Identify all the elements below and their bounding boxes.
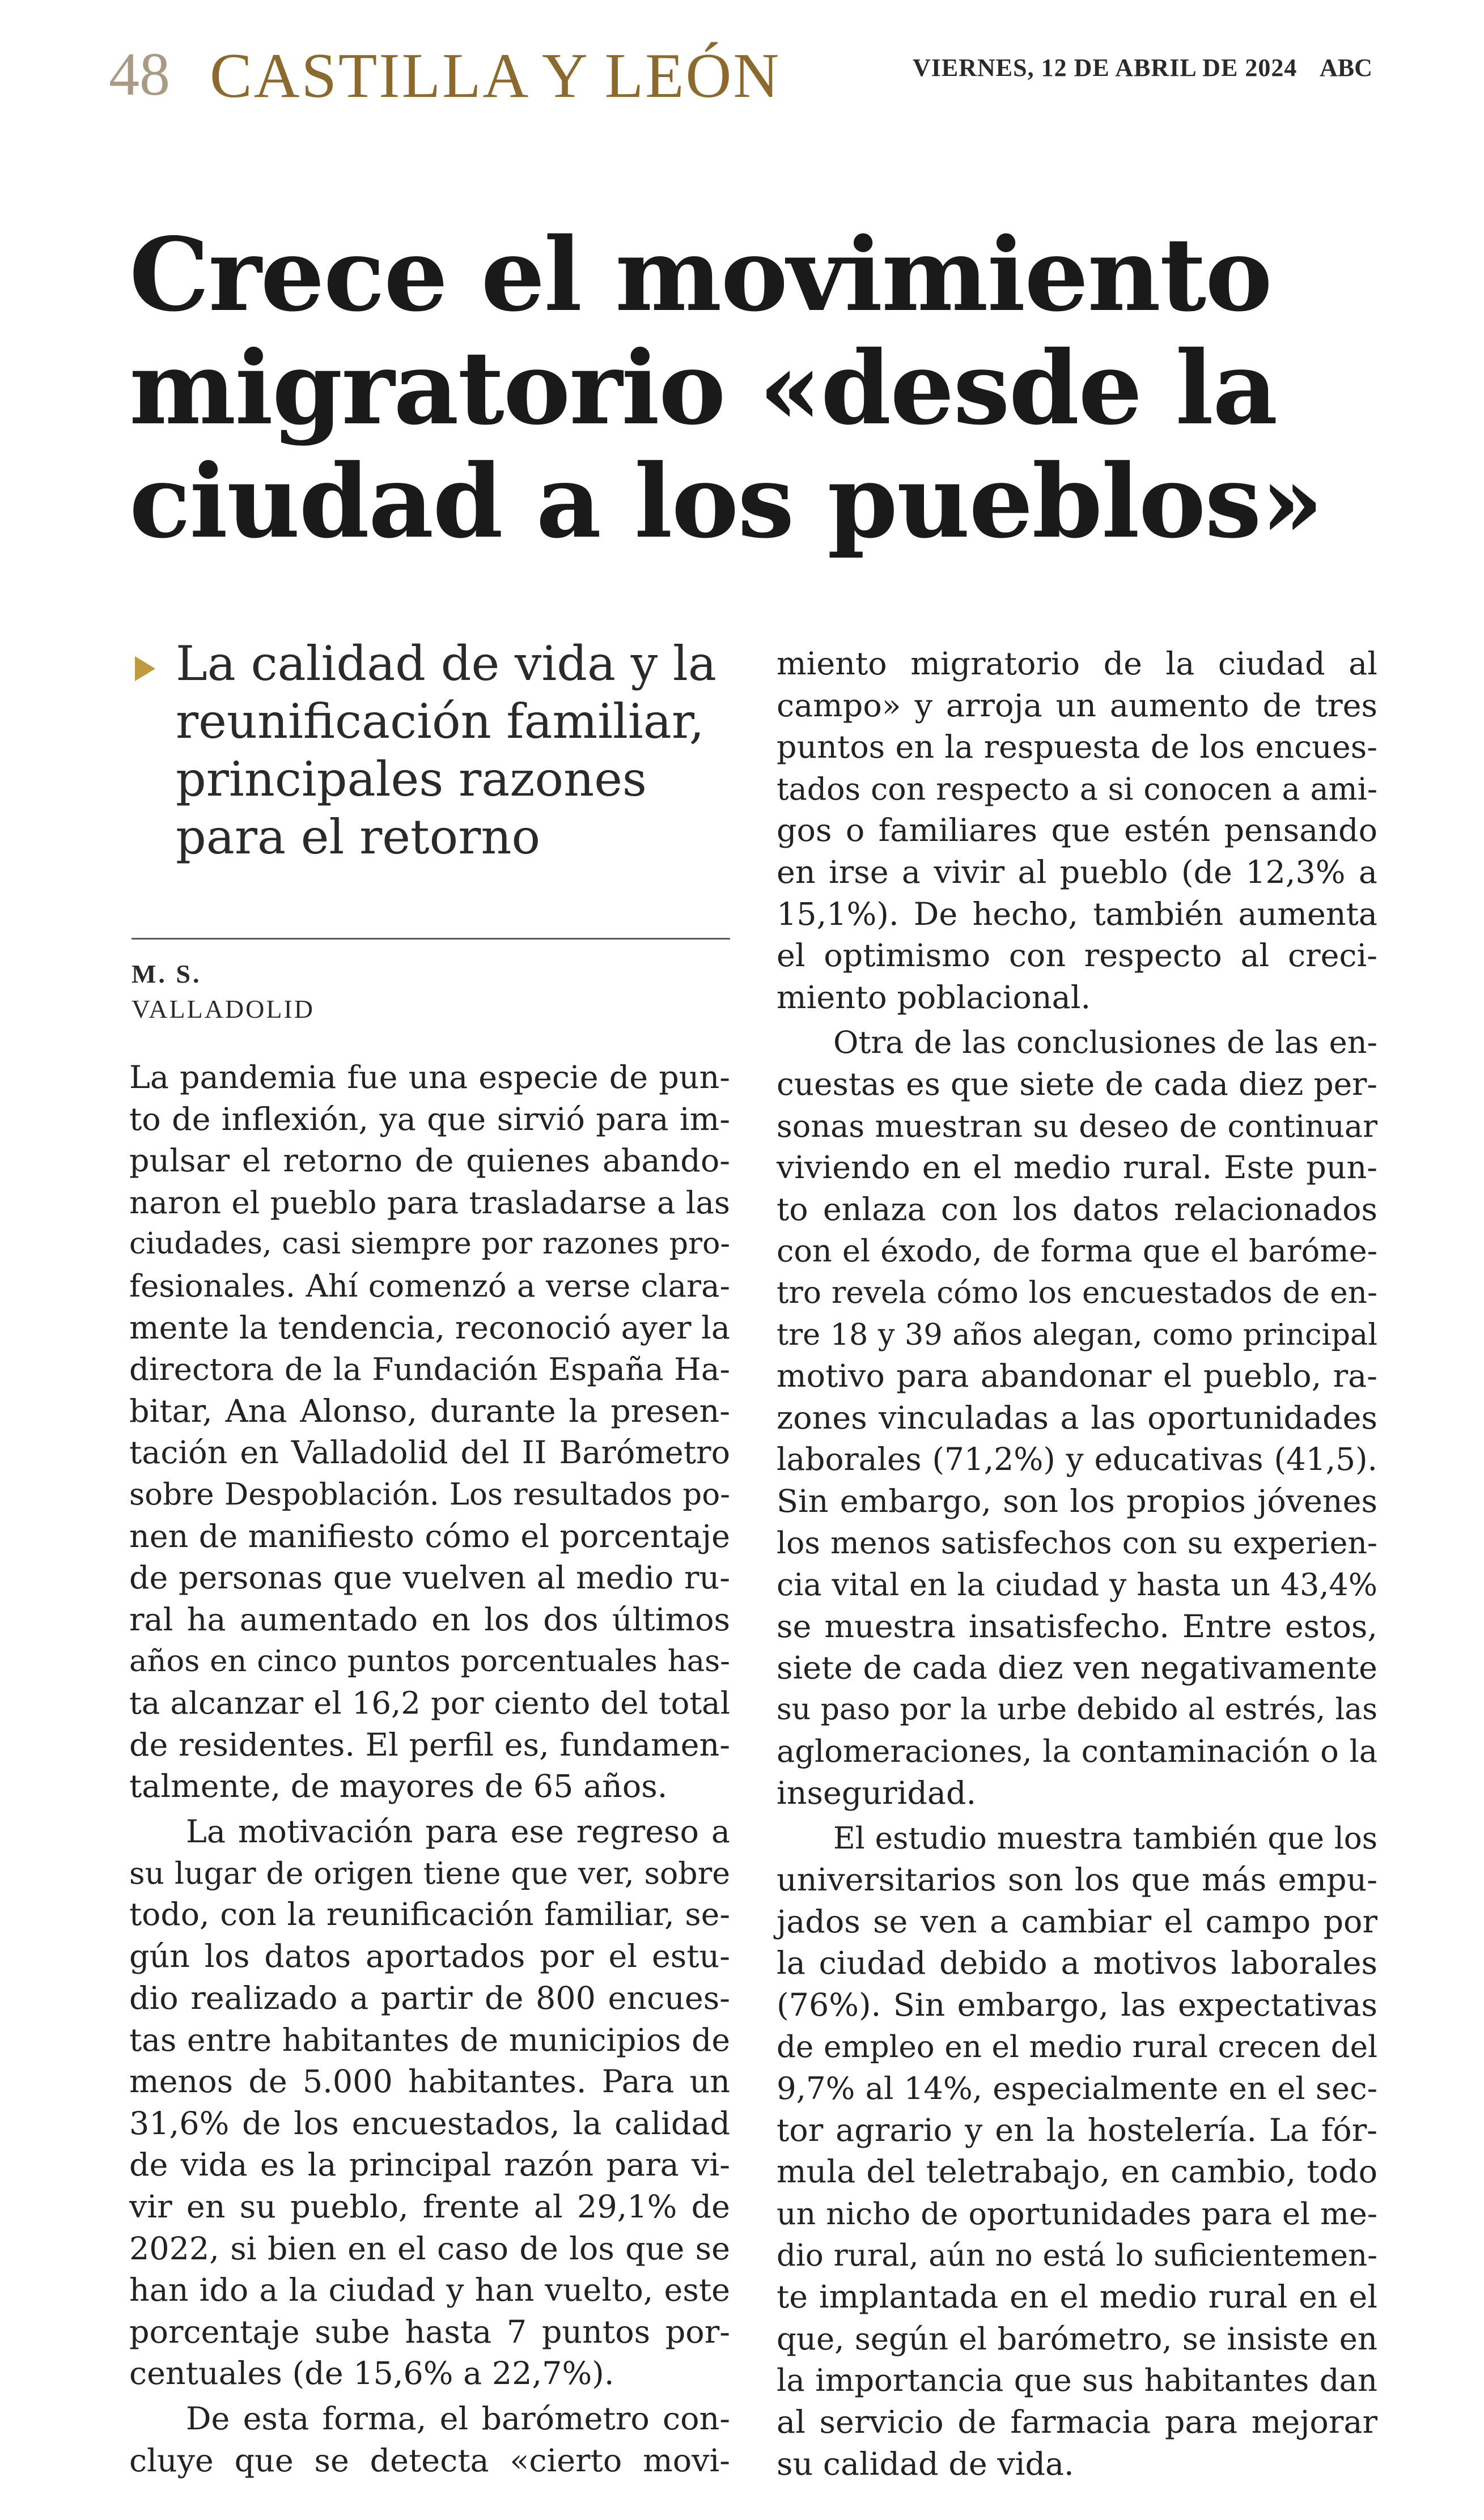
body-line: El estudio muestra también que los — [833, 1820, 1377, 1856]
body-line: de residentes. El perfil es, fundamen- — [129, 1726, 730, 1763]
body-line: han ido a la ciudad y han vuelto, este — [129, 2272, 730, 2309]
body-line: la importancia que sus habitantes dan — [777, 2362, 1377, 2399]
body-line: to enlaza con los datos relacionados — [777, 1191, 1377, 1228]
body-line: la ciudad debido a motivos laborales — [777, 1945, 1377, 1982]
body-line: motivo para abandonar el pueblo, ra- — [777, 1358, 1377, 1395]
body-line: dio realizado a partir de 800 encues- — [129, 1980, 730, 2017]
body-line: miento poblacional. — [777, 979, 1091, 1016]
body-line: tas entre habitantes de municipios de — [129, 2021, 730, 2058]
body-line: inseguridad. — [777, 1775, 977, 1812]
body-line: tro revela cómo los encuestados de en- — [777, 1274, 1377, 1310]
body-line: universitarios son los que más empu- — [777, 1862, 1377, 1899]
body-line: de personas que vuelven al medio ru- — [129, 1559, 730, 1597]
body-line: Otra de las conclusiones de las en- — [833, 1025, 1377, 1061]
body-line: que, según el barómetro, se insiste en — [777, 2320, 1377, 2357]
body-line: talmente, de mayores de 65 años. — [129, 1768, 668, 1805]
body-line: años en cinco puntos porcentuales has- — [129, 1644, 730, 1679]
publication-name: ABC — [1320, 54, 1372, 82]
subheadline-line: principales razones — [176, 751, 647, 807]
subheadline-line: reunificación familiar, — [176, 694, 705, 749]
body-line: fesionales. Ahí comenzó a verse clara- — [129, 1267, 730, 1304]
body-line: un nicho de oportunidades para el me- — [777, 2195, 1377, 2232]
body-line: campo» y arroja un aumento de tres — [777, 687, 1377, 724]
headline-line: ciudad a los pueblos» — [129, 442, 1322, 560]
body-line: tación en Valladolid del II Barómetro — [129, 1434, 730, 1472]
body-line: siete de cada diez ven negativamente — [777, 1650, 1377, 1687]
body-column-left — [129, 1057, 730, 2481]
headline — [129, 215, 1405, 560]
body-column-right — [777, 643, 1377, 2485]
body-line: La pandemia fue una especie de pun- — [129, 1059, 730, 1096]
body-line: ciudades, casi siempre por razones pro- — [129, 1227, 730, 1261]
body-line: vir en su pueblo, frente al 29,1% de — [129, 2188, 730, 2226]
body-line: to de inflexión, ya que sirvió para im- — [129, 1100, 730, 1138]
body-line: pulsar el retorno de quienes abando- — [129, 1142, 730, 1180]
body-line: ta alcanzar el 16,2 por ciento del total — [129, 1685, 730, 1721]
body-line: La motivación para ese regreso a — [186, 1813, 730, 1850]
body-line: de empleo en el medio rural crecen del — [777, 2029, 1377, 2064]
body-line: el optimismo con respecto al creci- — [777, 937, 1377, 975]
body-line: (76%). Sin embargo, las expectativas — [777, 1987, 1377, 2024]
body-line: dio rural, aún no está lo suficientemen- — [777, 2238, 1377, 2273]
body-line: 15,1%). De hecho, también aumenta — [777, 895, 1377, 933]
subheadline-text — [176, 635, 716, 866]
body-line: al servicio de farmacia para mejorar — [777, 2403, 1377, 2441]
issue-date: VIERNES, 12 DE ABRIL DE 2024 — [913, 54, 1298, 82]
body-line: Sin embargo, son los propios jóvenes — [777, 1482, 1377, 1520]
page-number: 48 — [109, 41, 170, 108]
body-line: te implantada en el medio rural en el — [777, 2279, 1377, 2316]
body-line: con el éxodo, de forma que el baróme- — [777, 1233, 1377, 1269]
body-line: mente la tendencia, reconoció ayer la — [129, 1309, 730, 1346]
body-line: gún los datos aportados por el estu- — [129, 1938, 730, 1975]
body-line: tados con respecto a si conocen a ami- — [777, 771, 1377, 807]
body-line: De esta forma, el barómetro con- — [186, 2400, 730, 2437]
body-line: cluye que se detecta «cierto movi- — [129, 2442, 730, 2479]
body-line: se muestra insatisfecho. Entre estos, — [777, 1608, 1377, 1645]
body-line: mula del teletrabajo, en cambio, todo — [777, 2153, 1377, 2191]
body-line: cia vital en la ciudad y hasta un 43,4% — [777, 1567, 1377, 1603]
body-line: 31,6% de los encuestados, la calidad — [129, 2105, 730, 2142]
body-line: puntos en la respuesta de los encues- — [777, 729, 1377, 766]
body-line: aglomeraciones, la contaminación o la — [777, 1733, 1377, 1770]
body-line: directora de la Fundación España Ha- — [129, 1351, 730, 1388]
body-line: laborales (71,2%) y educativas (41,5). — [777, 1441, 1377, 1478]
body-line: en irse a vivir al pueblo (de 12,3% a — [777, 853, 1377, 891]
byline — [132, 957, 315, 1027]
body-line: tor agrario y en la hostelería. La fór- — [777, 2111, 1377, 2149]
body-line: nen de manifiesto cómo el porcentaje — [129, 1518, 730, 1555]
body-line: de vida es la principal razón para vi- — [129, 2147, 730, 2184]
body-line: miento migratorio de la ciudad al — [777, 645, 1377, 682]
body-line: jados se ven a cambiar el campo por — [777, 1903, 1377, 1940]
body-line: sobre Despoblación. Los resultados po- — [129, 1477, 730, 1512]
subheadline-line: La calidad de vida y la — [176, 636, 716, 691]
body-line: naron el pueblo para trasladarse a las — [129, 1184, 730, 1221]
body-line: sonas muestran su deseo de continuar — [777, 1108, 1377, 1144]
body-line: ral ha aumentado en los dos últimos — [129, 1601, 730, 1638]
section-title: CASTILLA Y LEÓN — [210, 41, 781, 111]
body-line: porcentaje sube hasta 7 puntos por- — [129, 2313, 730, 2351]
body-line: su paso por la urbe debido al estrés, las — [777, 1692, 1377, 1727]
headline-line: migratorio «desde la — [129, 329, 1277, 447]
body-line: su lugar de origen tiene que ver, sobre — [129, 1855, 730, 1892]
triangle-bullet-icon — [135, 656, 155, 681]
body-line: todo, con la reunificación familiar, se- — [129, 1896, 730, 1933]
byline-divider — [132, 938, 730, 940]
body-line: su calidad de vida. — [777, 2445, 1074, 2483]
page-header — [0, 0, 1484, 147]
body-line: centuales (de 15,6% a 22,7%). — [129, 2355, 614, 2392]
subheadline-line: para el retorno — [176, 809, 541, 865]
body-line: 9,7% al 14%, especialmente en el sec- — [777, 2070, 1377, 2107]
body-line: bitar, Ana Alonso, durante la presen- — [129, 1392, 730, 1430]
body-line: los menos satisfechos con su experien- — [777, 1525, 1377, 1561]
body-line: zones vinculadas a las oportunidades — [777, 1399, 1377, 1437]
byline-author: M. S. — [132, 959, 202, 988]
body-line: 2022, si bien en el caso de los que se — [129, 2230, 730, 2267]
body-line: menos de 5.000 habitantes. Para un — [129, 2063, 730, 2101]
body-line: cuestas es que siete de cada diez per- — [777, 1065, 1377, 1102]
byline-place: VALLADOLID — [132, 995, 315, 1023]
body-line: tre 18 y 39 años alegan, como principal — [777, 1317, 1377, 1352]
body-line: viviendo en el medio rural. Este pun- — [777, 1149, 1377, 1187]
body-line: gos o familiares que estén pensando — [777, 812, 1377, 849]
headline-line: Crece el movimiento — [129, 215, 1271, 334]
